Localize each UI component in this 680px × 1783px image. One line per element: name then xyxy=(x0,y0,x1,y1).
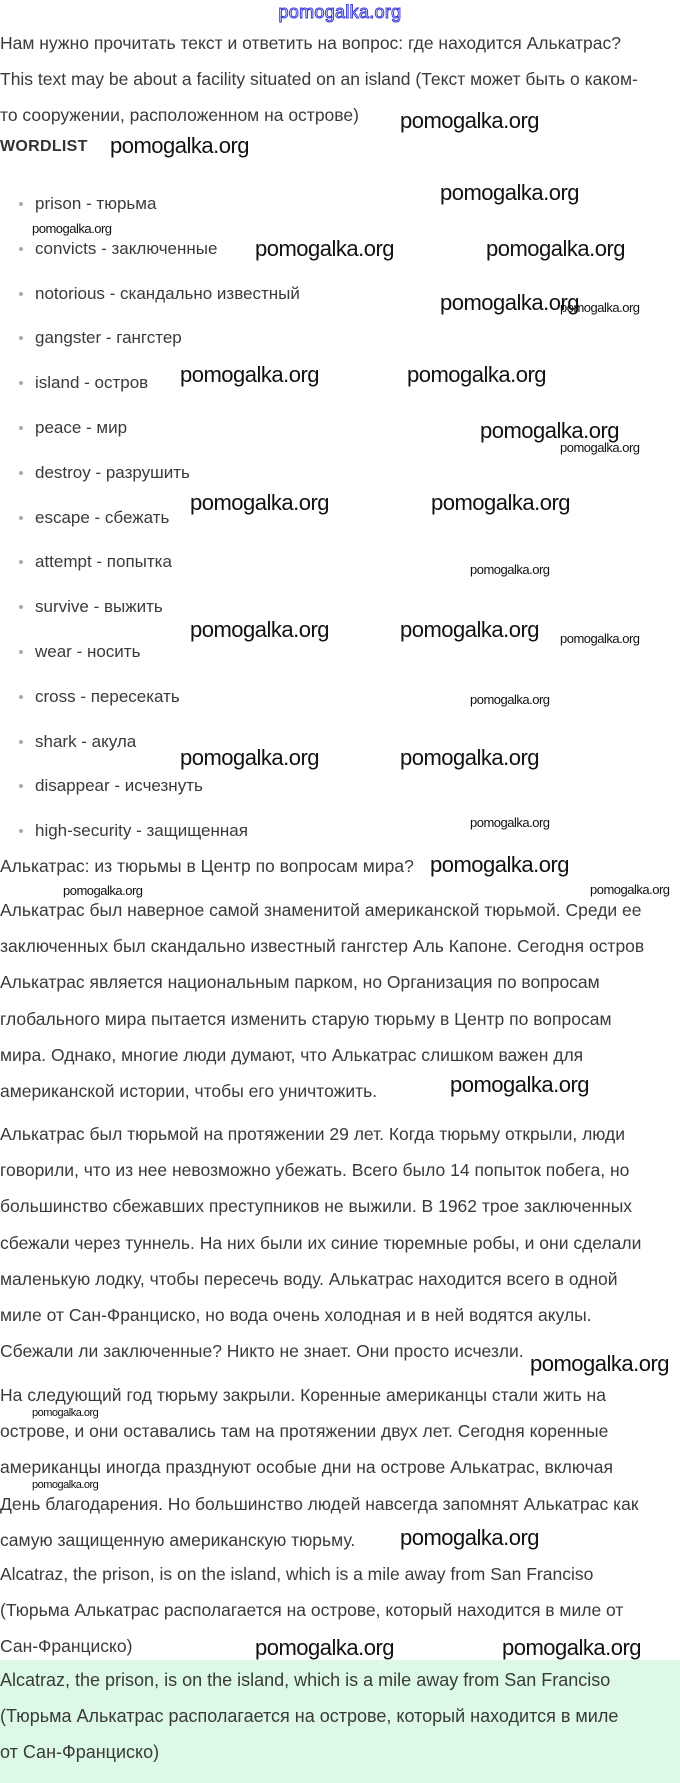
text-line: мира. Однако, многие люди думают, что Алькатрас слишком важен для xyxy=(0,1044,584,1065)
article-paragraph-3 xyxy=(0,1377,680,1558)
bullet-icon xyxy=(19,381,23,385)
word-pair: cross - пересекать xyxy=(35,686,180,706)
text-line: Алькатрас является национальным парком, но Организация по вопросам xyxy=(0,972,600,993)
word-pair: survive - выжить xyxy=(35,597,163,617)
watermark: pomogalka.org xyxy=(400,108,540,133)
word-pair: notorious - скандально известный xyxy=(35,283,300,303)
bullet-icon xyxy=(19,336,23,340)
list-item xyxy=(0,675,300,720)
word-pair: destroy - разрушить xyxy=(35,462,190,482)
text-line: говорили, что из нее невозможно убежать. Всего было 14 попыток побега, но xyxy=(0,1160,630,1181)
bullet-icon xyxy=(19,784,23,788)
watermark: pomogalka.org xyxy=(255,236,395,261)
text-line: Алькатрас был тюрьмой на протяжении 29 лет. Когда тюрьму открыли, люди xyxy=(0,1124,626,1144)
watermark: pomogalka.org xyxy=(400,745,540,770)
word-pair: attempt - попытка xyxy=(35,552,172,572)
text-line: (Тюрьма Алькатрас располагается на острове, который находится в миле xyxy=(0,1706,619,1727)
watermark: pomogalka.org xyxy=(180,362,320,387)
watermark: pomogalka.org xyxy=(32,221,112,236)
text-line: День благодарения. Но большинство людей навсегда запомнят Алькатрас как xyxy=(0,1493,639,1514)
text-line: заключенных был скандально известный гангстер Аль Капоне. Сегодня остров xyxy=(0,936,645,957)
text-line: Alcatraz, the prison, is on the island, which is a mile away from San Franciso xyxy=(0,1670,611,1690)
header-watermark: pomogalka.org xyxy=(278,2,402,22)
list-item xyxy=(0,764,300,809)
watermark: pomogalka.org xyxy=(486,236,626,261)
bullet-icon xyxy=(19,560,23,564)
text-line: Сан-Франциско) xyxy=(0,1636,133,1657)
text-line: На следующий год тюрьму закрыли. Коренные американцы стали жить на xyxy=(0,1385,606,1405)
text-line: от Сан-Франциско) xyxy=(0,1742,160,1763)
text-line: американцы иногда празднуют особые дни на острове Алькатрас, включая xyxy=(0,1457,613,1478)
bullet-icon xyxy=(19,471,23,475)
list-item xyxy=(0,272,300,317)
text-line: самую защищенную американскую тюрьму. xyxy=(0,1529,356,1550)
bullet-icon xyxy=(19,695,23,699)
text-line: (Тюрьма Алькатрас располагается на острове, который находится в миле от xyxy=(0,1600,624,1621)
text-line: маленькую лодку, чтобы пересечь воду. Алькатрас находится всего в одной xyxy=(0,1268,618,1289)
article-title: Алькатрас: из тюрьмы в Центр по вопросам мира? xyxy=(0,856,414,876)
bullet-icon xyxy=(19,829,23,833)
watermark: pomogalka.org xyxy=(590,882,670,897)
watermark: pomogalka.org xyxy=(450,1072,590,1097)
bullet-icon xyxy=(19,202,23,206)
watermark: pomogalka.org xyxy=(110,133,250,158)
list-item xyxy=(0,406,300,451)
watermark: pomogalka.org xyxy=(440,180,580,205)
watermark: pomogalka.org xyxy=(440,290,580,315)
text-line: большинство сбежавших преступников не выжили. В 1962 трое заключенных xyxy=(0,1196,633,1217)
watermark: pomogalka.org xyxy=(63,883,143,898)
article-paragraph-2 xyxy=(0,1116,680,1369)
watermark: pomogalka.org xyxy=(400,617,540,642)
watermark: pomogalka.org xyxy=(255,1635,395,1660)
watermark: pomogalka.org xyxy=(480,418,620,443)
watermark: pomogalka.org xyxy=(190,617,330,642)
bullet-icon xyxy=(19,516,23,520)
watermark: pomogalka.org xyxy=(32,1479,99,1491)
watermark: pomogalka.org xyxy=(502,1635,642,1660)
watermark: pomogalka.org xyxy=(470,692,550,707)
watermark: pomogalka.org xyxy=(560,440,640,455)
hint-line: This text may be about a facility situated on an island (Текст может быть о каком- xyxy=(0,69,638,90)
bullet-icon xyxy=(19,292,23,296)
watermark: pomogalka.org xyxy=(530,1351,670,1376)
word-pair: shark - акула xyxy=(35,731,137,751)
word-pair: high-security - защищенная xyxy=(35,821,248,841)
word-pair: disappear - исчезнуть xyxy=(35,776,203,796)
watermark: pomogalka.org xyxy=(190,490,330,515)
word-pair: convicts - заключенные xyxy=(35,238,218,258)
bullet-icon xyxy=(19,650,23,654)
list-item xyxy=(0,540,300,585)
list-item xyxy=(0,451,300,496)
watermark: pomogalka.org xyxy=(470,562,550,577)
text-line: Алькатрас был наверное самой знаменитой американской тюрьмой. Среди ее xyxy=(0,900,642,920)
text-line: американской истории, чтобы его уничтожить. xyxy=(0,1080,378,1101)
watermark: pomogalka.org xyxy=(430,852,570,877)
watermark: pomogalka.org xyxy=(400,1525,540,1550)
hint-line: то сооружении, расположенном на острове) xyxy=(0,105,359,126)
task-question xyxy=(0,25,680,134)
text-line: острове, и они оставались там на протяжении двух лет. Сегодня коренные xyxy=(0,1421,609,1442)
watermark: pomogalka.org xyxy=(431,490,571,515)
wordlist-heading: WORDLIST xyxy=(0,138,88,155)
watermark: pomogalka.org xyxy=(560,300,640,315)
word-pair: gangster - гангстер xyxy=(35,328,182,348)
watermark: pomogalka.org xyxy=(180,745,320,770)
watermark: pomogalka.org xyxy=(560,631,640,646)
word-pair: island - остров xyxy=(35,373,149,393)
text-line: глобального мира пытается изменить старую тюрьму в Центр по вопросам xyxy=(0,1008,612,1029)
word-pair: escape - сбежать xyxy=(35,507,170,527)
bullet-icon xyxy=(19,740,23,744)
word-pair: peace - мир xyxy=(35,417,128,437)
task-text: Нам нужно прочитать текст и ответить на вопрос: где находится Алькатрас? xyxy=(0,33,621,53)
word-pair: prison - тюрьма xyxy=(35,194,157,213)
watermark: pomogalka.org xyxy=(407,362,547,387)
text-line: миле от Сан-Франциско, но вода очень холодная и в ней водятся акулы. xyxy=(0,1304,592,1325)
text-line: Сбежали ли заключенные? Никто не знает. Они просто исчезли. xyxy=(0,1341,524,1362)
text-line: Alcatraz, the prison, is on the island, which is a mile away from San Franciso xyxy=(0,1564,594,1584)
bullet-icon xyxy=(19,426,23,430)
list-item xyxy=(0,316,300,361)
text-line: сбежали через туннель. На них были их синие тюремные робы, и они сделали xyxy=(0,1232,642,1253)
answer-highlighted xyxy=(0,1662,680,1771)
bullet-icon xyxy=(19,605,23,609)
watermark: pomogalka.org xyxy=(32,1407,99,1419)
watermark: pomogalka.org xyxy=(470,815,550,830)
word-pair: wear - носить xyxy=(35,641,141,661)
bullet-icon xyxy=(19,247,23,251)
